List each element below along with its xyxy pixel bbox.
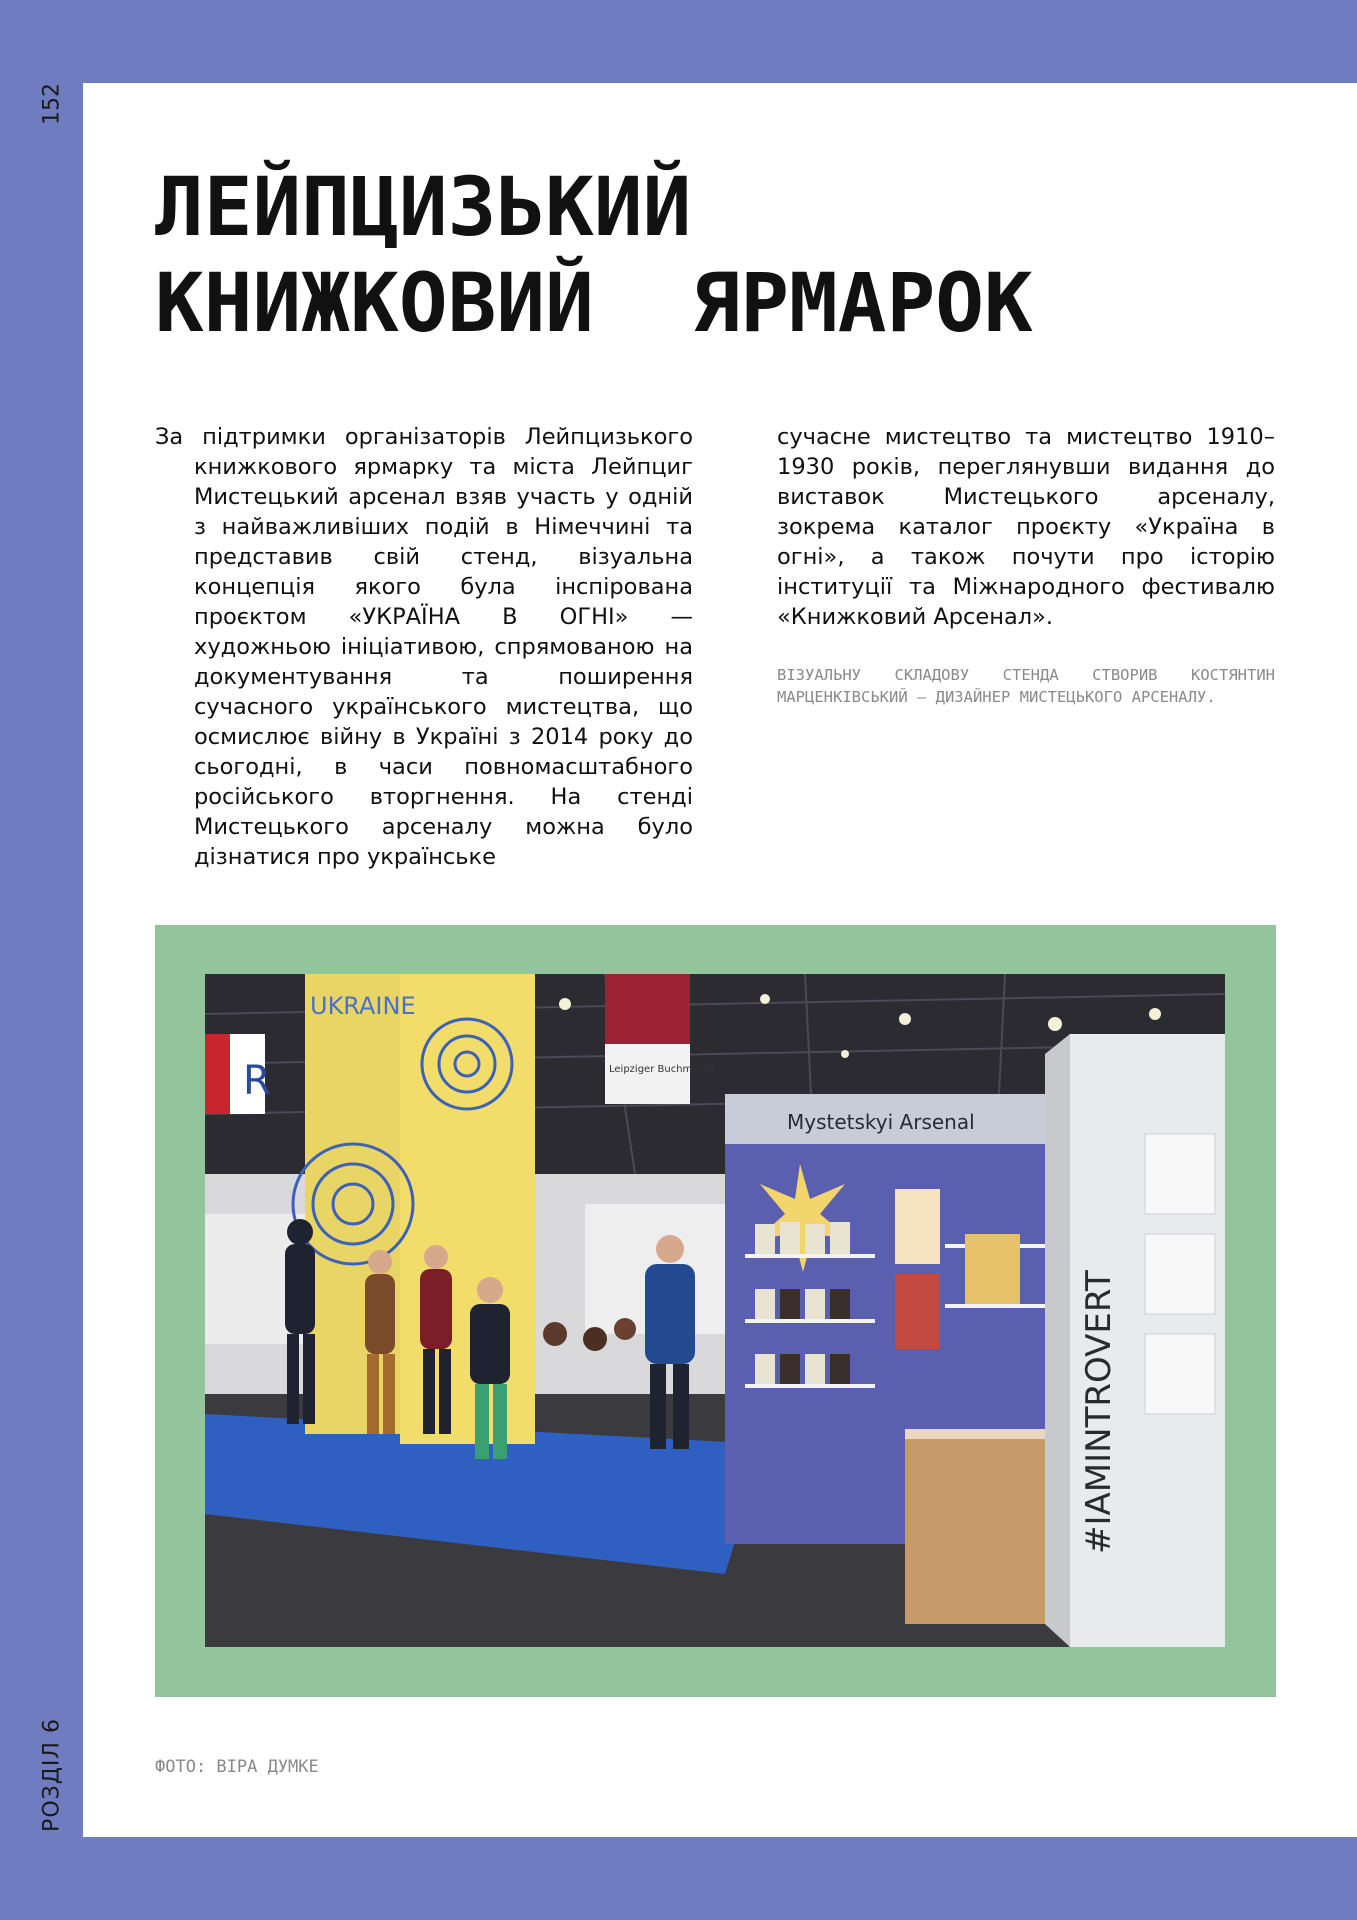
- book-fair-booth-photo: [205, 974, 1225, 1647]
- hashtag-wall-text: #IAMINTROVERT: [1079, 1270, 1119, 1554]
- ukraine-banner-text: UKRAINE: [310, 992, 416, 1020]
- title-line-1: ЛЕЙПЦИЗЬКИЙ: [155, 161, 692, 255]
- booth-sign-text: Mystetskyi Arsenal: [787, 1110, 975, 1134]
- leipziger-buchmesse-sign: Leipziger Buchmesse: [609, 1064, 715, 1075]
- body-column-left: За підтримки організаторів Лейпцизького книжкового ярмарку та міста Лейпциг Мистецький арсенал взяв участь у одній з найважливіших подій в Німеччині та представив свій стенд, візуальна концепція якого була інспірована проєктом «УКРАЇНА В ОГНІ» — художньою ініціативою, спрямованою на документування та поширення сучасного українського мистецтва, що осмислює війну в Україні з 2014 року до сьогодні, в часи повномасштабного російського вторгнення. На стенді Мистецького арсеналу можна було дізнатися про українське: [155, 424, 693, 870]
- photo-frame: [155, 925, 1276, 1697]
- section-label: РОЗДІЛ 6: [39, 1718, 65, 1832]
- body-column-right: сучасне мистецтво та мистецтво 1910–1930 років, переглянувши видання до виставок Мистецького арсеналу, зокрема каталог проєкту «Україна в огні», а також почути про історію інституції та Міжнародного фестивалю «Книжковий Арсенал».: [777, 424, 1275, 630]
- article-title: [155, 160, 1255, 352]
- booth-design-caption: ВІЗУАЛЬНУ СКЛАДОВУ СТЕНДА СТВОРИВ КОСТЯНТИН МАРЦЕНКІВСЬКИЙ — ДИЗАЙНЕР МИСТЕЦЬКОГО АРСЕНАЛУ.: [777, 666, 1275, 706]
- title-line-2: КНИЖКОВИЙ ЯРМАРОК: [155, 257, 1033, 351]
- svg-text:R: R: [243, 1058, 271, 1104]
- photo-credit: ФОТО: ВІРА ДУМКЕ: [155, 1757, 319, 1777]
- page-number: 152: [39, 83, 65, 125]
